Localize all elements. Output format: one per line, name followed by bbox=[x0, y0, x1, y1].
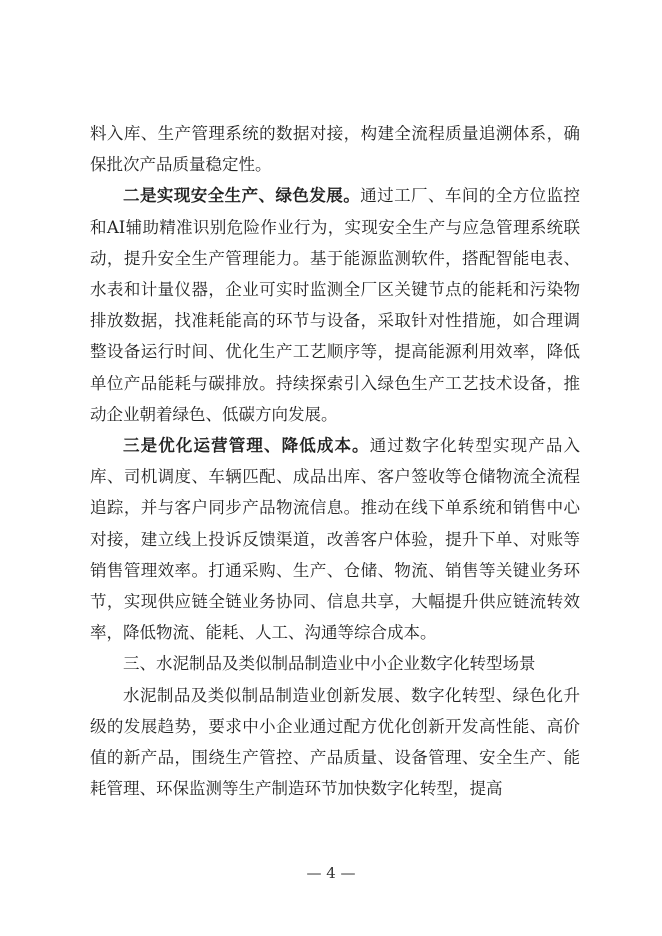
paragraph-section-intro: 水泥制品及类似制品制造业创新发展、数字化转型、绿色化升级的发展趋势，要求中小企业通过配方优化创新开发高性能、高价值的新产品，围绕生产管控、产品质量、设备管理、安全生产、能耗管理、环保监测等生产制造环节加快数字化转型，提高 bbox=[90, 685, 580, 799]
page-number: — 4 — bbox=[306, 864, 356, 882]
paragraph-continuation: 料入库、生产管理系统的数据对接，构建全流程质量追溯体系，确保批次产品质量稳定性。 bbox=[90, 124, 580, 175]
paragraph-body-operations: 通过数字化转型实现产品入库、司机调度、车辆匹配、成品出库、客户签收等仓储物流全流程追踪，并与客户同步产品物流信息。推动在线下单系统和销售中心对接，建立线上投诉反馈渠道，改善客户体验，提升下单、对账等销售管理效率。打通采购、生产、仓储、物流、销售等关键业务环节，实现供应链全链业务协同、信息共享，大幅提升供应链流转效率，降低物流、能耗、人工、沟通等综合成本。 bbox=[90, 436, 581, 643]
paragraph-safety-green bbox=[90, 180, 580, 430]
section-heading: 三、水泥制品及类似制品制造业中小企业数字化转型场景 bbox=[123, 654, 536, 674]
paragraph-lead-operations: 三是优化运营管理、降低成本。 bbox=[123, 436, 370, 456]
paragraph-operations bbox=[90, 430, 580, 648]
document-body bbox=[90, 118, 580, 804]
paragraph-lead-safety: 二是实现安全生产、绿色发展。 bbox=[123, 186, 361, 206]
paragraph-body-safety: 通过工厂、车间的全方位监控和AI辅助精准识别危险作业行为，实现安全生产与应急管理系统联动，提升安全生产管理能力。基于能源监测软件，搭配智能电表、水表和计量仪器，企业可实时监测全厂区关键节点的能耗和污染物排放数据，找准耗能高的环节与设备，采取针对性措施，如合理调整设备运行时间、优化生产工艺顺序等，提高能源利用效率，降低单位产品能耗与碳排放。持续探索引入绿色生产工艺技术设备，推动企业朝着绿色、低碳方向发展。 bbox=[90, 186, 581, 424]
